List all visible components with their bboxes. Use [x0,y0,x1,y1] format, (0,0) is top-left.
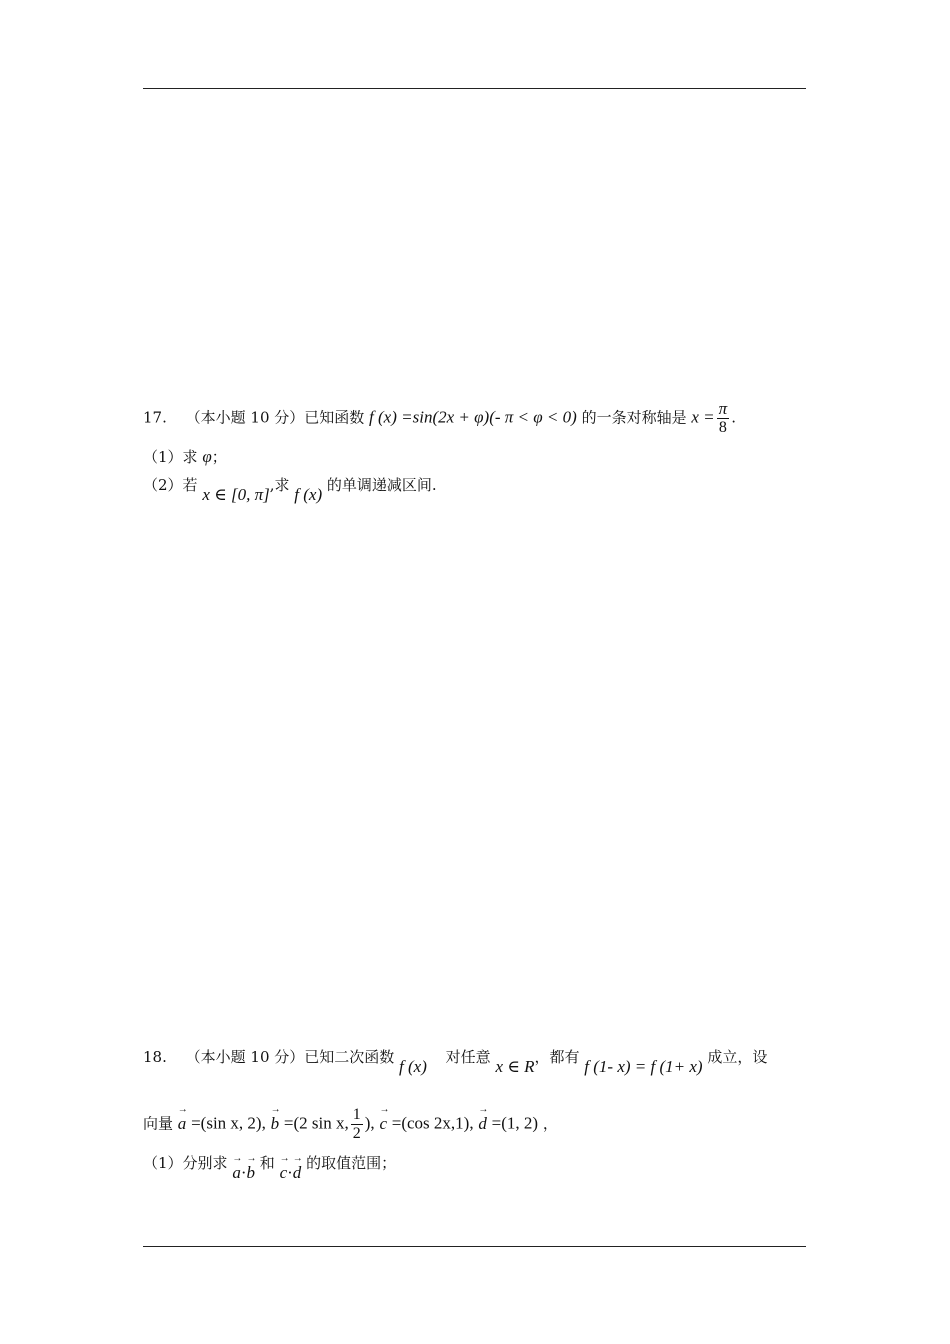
q18-vector-c-value: =(cos 2x,1), [391,1113,474,1133]
q18-vector-b-value: =(2 sin x, [283,1113,349,1133]
q18-dot1-a: → a [232,1162,241,1184]
q17-part2-end: 的单调递减区间. [326,476,437,494]
q18-mid3: 成立，设 [707,1048,768,1066]
q18-part1-end: 的取值范围； [306,1154,397,1172]
q18-number: 18. [143,1048,167,1066]
q17-axis-num: π [718,399,728,418]
q17-part2-mid: ,求 [269,476,290,494]
q18-vector-a: → a [178,1113,187,1135]
q17-part1-label: （1）求 [143,448,198,466]
footer-rule [143,1246,806,1247]
q17-number: 17. [143,408,167,427]
q18-part1-and: 和 [259,1154,275,1172]
q18-frac-den: 2 [352,1125,361,1142]
q18-line2-end: ， [542,1114,558,1133]
q17-part1-end: ； [211,448,227,466]
q17-function: f (x) =sin(2x + φ)(- π < φ < 0) [369,407,577,427]
q18-function: f (x) [399,1057,427,1076]
q17-axis-fraction [717,400,730,437]
q17-axis-den: 8 [718,419,727,436]
q17-part1 [143,446,227,468]
q17-part2 [143,474,437,504]
q18-dot1-b: → b [247,1162,256,1184]
q18-dot2-c: → c [280,1162,288,1184]
q18-line [143,1046,768,1076]
q18-line2-label: 向量 [143,1114,174,1133]
q18-part1-label: （1）分别求 [143,1154,228,1172]
q17-part2-func: f (x) [294,485,323,504]
q17-line [143,400,736,437]
q18-dot1-op: · [240,1163,247,1182]
q17-part1-var: φ [202,447,212,466]
q18-vector-b: → b [271,1113,280,1135]
q18-condition: f (1- x) = f (1+ x) [584,1057,703,1076]
q18-frac-num: 1 [352,1106,361,1123]
q18-mid2: ，都有 [534,1048,580,1066]
q18-vector-d-value: =(1, 2) [491,1113,539,1133]
q18-intro: （本小题 10 分）已知二次函数 [185,1048,395,1066]
q17-axis-lhs: x = [691,407,715,427]
q18-dot2-d: → d [293,1162,302,1184]
q17-part2-domain: x ∈ [0, π] [202,485,270,504]
header-rule [143,88,806,89]
q17-end: . [731,408,736,427]
q17-intro: （本小题 10 分）已知函数 [185,408,365,427]
q18-vector-b-fraction [351,1106,363,1143]
q18-part1 [143,1152,397,1182]
q18-mid1: 对任意 [445,1048,491,1066]
q17-mid: 的一条对称轴是 [581,408,687,427]
q18-line2 [143,1106,558,1143]
q18-vector-a-value: =(sin x, 2), [191,1113,266,1133]
q18-vector-c: → c [379,1113,387,1135]
q18-vector-b-close: ), [364,1113,375,1133]
q18-domain: x ∈ R [495,1057,535,1076]
q17-part2-label: （2）若 [143,476,198,494]
q18-vector-d: → d [478,1113,487,1135]
q18-dot2-op: · [287,1163,293,1182]
